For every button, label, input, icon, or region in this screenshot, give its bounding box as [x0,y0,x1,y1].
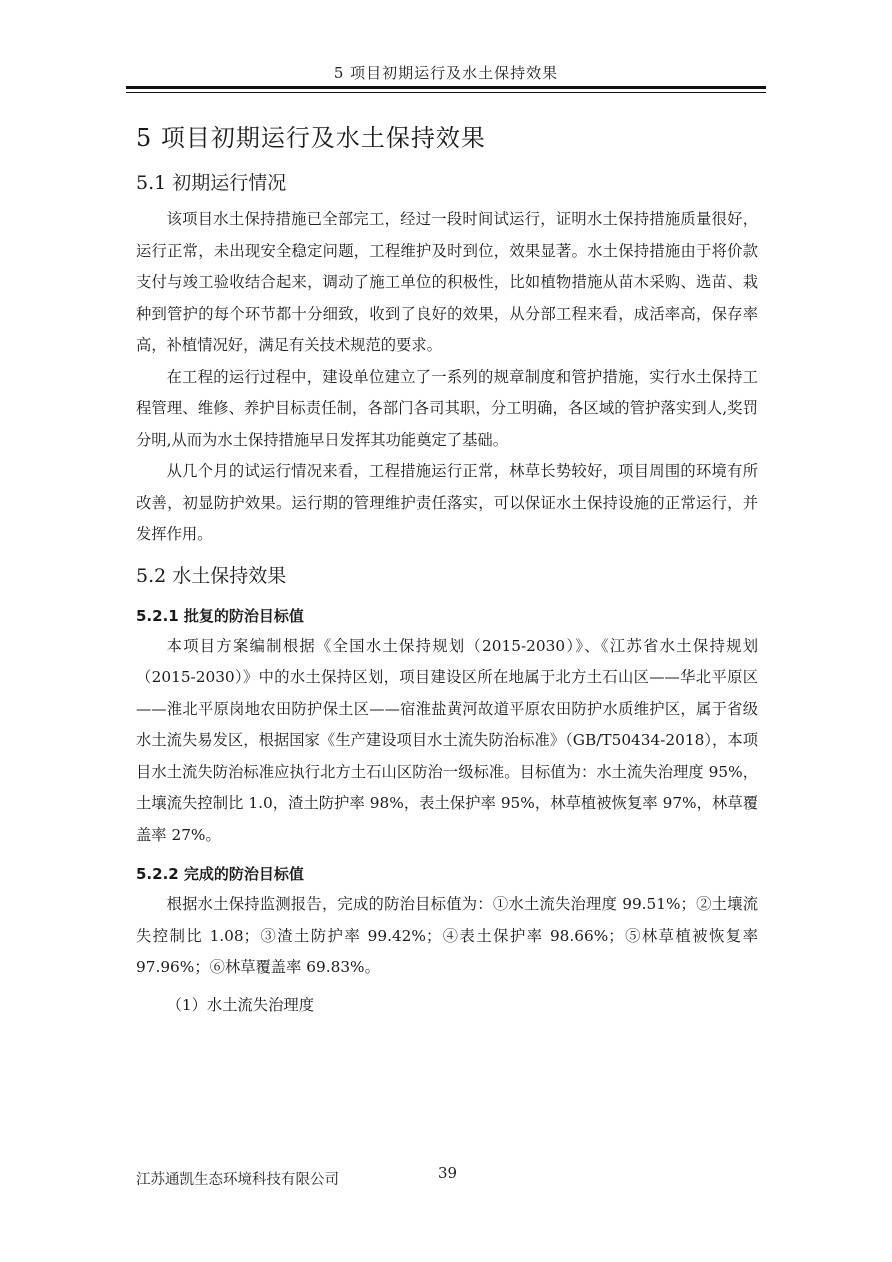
list-item: （1）水土流失治理度 [166,995,314,1014]
header-rule-thick [126,86,766,89]
section-5-2-2-title: 5.2.2 完成的防治目标值 [136,865,304,883]
section-5-1-title: 5.1 初期运行情况 [136,172,287,194]
paragraph: 从几个月的试运行情况来看，工程措施运行正常，林草长势较好，项目周围的环境有所改善，初显防护效果。运行期的管理维护责任落实，可以保证水土保持设施的正常运行，并发挥作用。 [136,462,758,543]
paragraph: 在工程的运行过程中，建设单位建立了一系列的规章制度和管护措施，实行水土保持工程管理、维修、养护目标责任制，各部门各司其职，分工明确，各区域的管护落实到人,奖罚分明,从而为水土保持措施早日发挥其功能奠定了基础。 [136,367,758,449]
paragraph: 本项目方案编制根据《全国水土保持规划（2015-2030）》、《江苏省水土保持规划（2015-2030）》中的水土保持区划，项目建设区所在地属于北方土石山区——华北平原区——淮北平原岗地农田防护保土区——宿淮盐黄河故道平原农田防护水质维护区，属于省级水土流失易发区，根据国家《生产建设项目水土流失防治标准》（GB/T50434-2018），本项目水土流失防治标准应执行北方土石山区防治一级标准。目标值为：水土流失治理度 95%，土壤流失控制比 1.0，渣土防护率 98%，表土保护率 95%，林草植被恢复率 97%，林草覆盖率 27%。 [136,636,758,844]
paragraph: 该项目水土保持措施已全部完工，经过一段时间试运行，证明水土保持措施质量很好，运行正常，未出现安全稳定问题，工程维护及时到位，效果显著。水土保持措施由于将价款支付与竣工验收结合起来，调动了施工单位的积极性，比如植物措施从苗木采购、选苗、栽种到管护的每个环节都十分细致，收到了良好的效果，从分部工程来看，成活率高，保存率高，补植情况好，满足有关技术规范的要求。 [136,210,758,354]
chapter-title: 5 项目初期运行及水土保持效果 [136,124,486,152]
page-content [136,110,758,1021]
running-header: 5 项目初期运行及水土保持效果 [333,64,559,82]
section-5-2-1-title: 5.2.1 批复的防治目标值 [136,606,304,625]
page-number: 39 [438,1164,458,1182]
paragraph: 根据水土保持监测报告，完成的防治目标值为：①水土流失治理度 99.51%；②土壤流失控制比 1.08；③渣土防护率 99.42%；④表土保护率 98.66%；⑤林草植被恢复率 97.96%；⑥林草覆盖率 69.83%。 [136,895,758,976]
header-rule-thin [126,92,766,93]
footer-company: 江苏通凯生态环境科技有限公司 [136,1172,339,1188]
section-5-2-title: 5.2 水土保持效果 [136,564,287,587]
